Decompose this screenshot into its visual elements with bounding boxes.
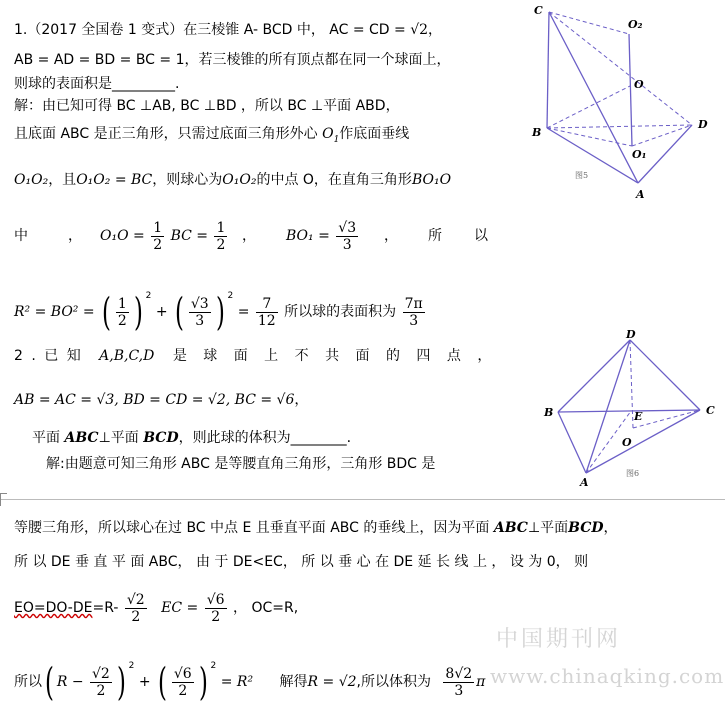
p1-sol2-sym: O [322, 126, 334, 142]
p2-solution-line4 [14, 588, 298, 628]
p2-sol2a: 等腰三角形，所以球心在过 BC 中点 E 且垂直平面 ABC 的垂线上，因为平面 [14, 520, 490, 536]
p2-sol5-sq2: 2 [210, 661, 217, 671]
p1-sol4-half-den: 2 [153, 236, 163, 253]
p1-sol4-s3-den: 3 [342, 236, 352, 253]
p1-sol5-eq: = [237, 304, 250, 320]
fig6-label-E: E [634, 410, 643, 423]
p1-sol5-frac3 [256, 296, 278, 329]
p2-sol4c: ， OC=R, [233, 600, 299, 616]
p1-sol4-frac-half [151, 220, 164, 253]
p2-sol5-plus: + [138, 674, 151, 690]
p2-sol2-abc: ABC [493, 520, 528, 536]
p1-sol4-zhong: 中 [14, 228, 28, 244]
p1-sol3-tri: BO₁O [411, 172, 452, 188]
fig5-label-A: A [636, 188, 645, 201]
p1-sol5-frac1 [116, 296, 129, 329]
p1-sol4-comma2: ， [242, 228, 256, 244]
fig6-edge-DC [630, 340, 700, 410]
fig6-label-A: A [580, 476, 589, 489]
fig5-label-B: B [532, 126, 542, 139]
p1-sol3a: ，且 [48, 172, 77, 188]
p1-sol4-o1o: O₁O = [100, 228, 145, 244]
p1-sol4-half2-num: 1 [216, 219, 226, 236]
p1-sol5-f2-den: 3 [195, 312, 205, 329]
fig6-label-B: B [544, 406, 554, 419]
p1-sol4-comma: ， [68, 228, 82, 244]
p2-sol4-f1-den: 2 [131, 608, 141, 625]
p1-solution-line5 [14, 276, 427, 332]
p1-sol3-seg2: O₁O₂ [222, 172, 257, 188]
p2-sol5-r: R − [56, 674, 84, 690]
fig5-caption: 图5 [575, 171, 589, 180]
p1-sol2-sub: 1 [333, 134, 340, 145]
fig6-label-D: D [626, 328, 636, 341]
p1-sol5-f1-num: 1 [117, 295, 127, 312]
watermark-url: www.chinaqking.com [490, 664, 725, 688]
p1-s1b: ， [428, 22, 443, 38]
p1-solution-line2 [14, 124, 409, 150]
p2-sol5-lparen2: ( [158, 660, 167, 704]
p1-sol4-formula1 [100, 218, 229, 254]
p1-s1a: 1.（2017 全国卷 1 变式）在三棱锥 A- BCD 中， AC = CD = [14, 22, 406, 38]
fig5-edge-CA [549, 12, 638, 183]
p2-sol5-f1-num: √2 [92, 665, 110, 682]
p2-s2a: AB = AC = √3, BD = CD = √2, BC = √6 [14, 392, 295, 408]
p2-s3a: 平面 [32, 430, 60, 446]
p2-sol5-res: R = √2 [307, 674, 357, 690]
p1-sol5-rparen: ) [133, 290, 143, 334]
p1-solution-line3 [14, 170, 451, 190]
fig5-dash-C-D [549, 12, 692, 125]
p2-statement-line1 [14, 346, 495, 366]
p2-sol5-f1-den: 2 [96, 682, 106, 699]
fig5-dash-B-D [547, 125, 692, 128]
p2-sol4b: =R- [92, 600, 119, 616]
p1-sol5-f3-num: 7 [256, 296, 278, 313]
p2-s1-pts: A,B,C,D [99, 348, 155, 364]
p2-solution-line3: 所 以 DE 垂 直 平 面 ABC， 由 于 DE<EC， 所 以 垂 心 在 DE 延 长 线 上 ， 设 为 0， 则 [14, 554, 589, 570]
fig6-edge-DB [558, 340, 630, 412]
p2-s3b: ，则此球的体积为________. [178, 430, 352, 446]
p2-statement-line2 [14, 390, 308, 410]
fig5-edge-CB [547, 12, 549, 128]
p1-sol4-frac-s3 [336, 220, 358, 253]
p2-sol4-f2-den: 2 [211, 608, 221, 625]
p2-statement-line3 [32, 428, 351, 448]
p2-s3-perp: ⊥平面 [98, 430, 139, 446]
p1-sol4-half2-den: 2 [216, 236, 226, 253]
p2-sol5c: ,所以体积为 [356, 674, 431, 690]
p1-sol4-frac-half2 [214, 220, 227, 253]
p1-sol4-yi: 以 [474, 228, 488, 244]
p2-s2b: ， [294, 392, 309, 408]
fig6-label-O: O [622, 436, 632, 449]
p1-sol5-f4-num: 7π [404, 295, 423, 312]
p1-sol4-half-num: 1 [153, 219, 163, 236]
p1-sol4-bc: BC = [170, 228, 209, 244]
fig5-label-C: C [534, 4, 543, 17]
p2-sol2b: ， [603, 520, 618, 536]
p2-s1a: 2 . 已 知 [14, 348, 81, 364]
p1-sol3c: 的中点 O，在直角三角形 [256, 172, 412, 188]
fig5-dash-C-O2 [549, 12, 629, 34]
watermark-cn: 中国期刊网 [496, 627, 622, 652]
p1-sol5-frac2 [189, 296, 211, 329]
p2-sol5-f3-den: 3 [454, 682, 464, 699]
p2-s3-bcd: BCD [143, 430, 179, 446]
p1-statement-line2: AB = AD = BD = BC = 1，若三棱锥的所有顶点都在同一个球面上， [14, 52, 451, 68]
fig5-label-O2: O₂ [628, 18, 643, 31]
fig6-dash-O-C [633, 410, 700, 428]
p1-sol4-suo: 所 [428, 228, 442, 244]
fig6-dash-D-O [630, 340, 633, 428]
fig5-dash-B-O1 [547, 128, 632, 146]
fig5-label-D: D [698, 118, 708, 131]
p1-sol3-seg: O₁O₂ [14, 172, 49, 188]
fig5-label-O1: O₁ [632, 148, 647, 161]
p1-solution-line1: 解：由已知可得 BC ⊥AB, BC ⊥BD ，所以 BC ⊥平面 ABD， [14, 98, 400, 114]
p1-sol5-f1-den: 2 [117, 312, 127, 329]
figure-6-tetrahedron [530, 328, 725, 488]
p2-sol5-eq: = R² [220, 674, 254, 690]
p2-sol5-sq: 2 [128, 661, 135, 671]
p2-sol4-frac2 [205, 592, 227, 625]
p1-sol5-f2-num: √3 [190, 295, 209, 312]
p1-sol5-rparen2: ) [215, 290, 225, 334]
p2-s3-abc: ABC [64, 430, 99, 446]
fig5-edge-O2-O1 [629, 34, 632, 146]
p1-sol5-r2: R² = BO² = [14, 304, 95, 320]
p1-sol2b: 作底面垂线 [339, 126, 410, 142]
page-divider [0, 499, 725, 500]
p1-statement-line1 [14, 20, 442, 40]
p2-sol5-f2-num: √6 [173, 665, 192, 682]
p2-sol4-f1-num: √2 [126, 591, 145, 608]
p2-sol5-f3-num: 8√2 [445, 665, 473, 682]
fig6-caption: 图6 [626, 469, 640, 478]
p2-sol4-ec: EC = [161, 600, 199, 616]
p1-sol5-f4-den: 3 [409, 312, 419, 329]
p1-sol2a: 且底面 ABC 是正三角形，只需过底面三角形外心 [14, 126, 318, 142]
p1-sol4-s3-num: √3 [338, 219, 357, 236]
p2-sol4-frac1 [125, 592, 147, 625]
p1-sol3-eq: O₁O₂ = BC [76, 172, 153, 188]
fig6-edge-BC [558, 410, 700, 412]
p2-solution-line2 [14, 518, 618, 538]
p2-sol5a: 所以 [14, 674, 42, 690]
p1-sol4-bo1: BO₁ = [286, 228, 330, 244]
fig6-edge-BA [558, 412, 586, 473]
fig6-label-C: C [706, 404, 715, 417]
p1-sol5-text: 所以球的表面积为 [284, 304, 397, 320]
p2-sol4a: EO=DO-DE [14, 600, 93, 616]
p2-sol2-bcd: BCD [568, 520, 604, 536]
fig5-dash-B-O [547, 86, 630, 128]
p1-statement-line3: 则球的表面积是_________. [14, 76, 180, 92]
page-corner-marker [0, 493, 7, 506]
p1-sol5-lparen2: ( [174, 290, 184, 334]
p1-sol5-plus: + [155, 304, 168, 320]
p1-sol5-f3-den: 12 [257, 312, 276, 329]
p1-sol4-comma3: ， [384, 228, 398, 244]
p1-s1-sqrt: √2 [410, 22, 429, 38]
p1-sol4-formula2 [286, 218, 360, 254]
p1-sol5-lparen: ( [102, 290, 111, 334]
p2-solution-line1: 解:由题意可知三角形 ABC 是等腰直角三角形，三角形 BDC 是 [46, 456, 436, 472]
p2-sol5-rparen2: ) [198, 660, 208, 704]
p2-sol4-f2-num: √6 [206, 591, 225, 608]
p1-sol3b: ，则球心为 [152, 172, 223, 188]
p2-sol5-rparen: ) [116, 660, 126, 704]
p2-sol5-lparen: ( [44, 660, 54, 704]
p1-sol5-frac4 [403, 296, 425, 329]
p1-sol5-sq: 2 [145, 291, 152, 301]
fig5-label-O: O [634, 78, 644, 91]
p1-sol5-sq2: 2 [227, 291, 234, 301]
p2-sol5-f2-den: 2 [178, 682, 188, 699]
p2-sol5b: 解得 [279, 674, 308, 690]
p2-sol5-pi: π [476, 674, 486, 690]
p2-sol2-perp: ⊥平面 [527, 520, 569, 536]
p2-s1b: 是 球 面 上 不 共 面 的 四 点 ， [172, 348, 496, 364]
figure-5-tetrahedron [520, 0, 720, 200]
